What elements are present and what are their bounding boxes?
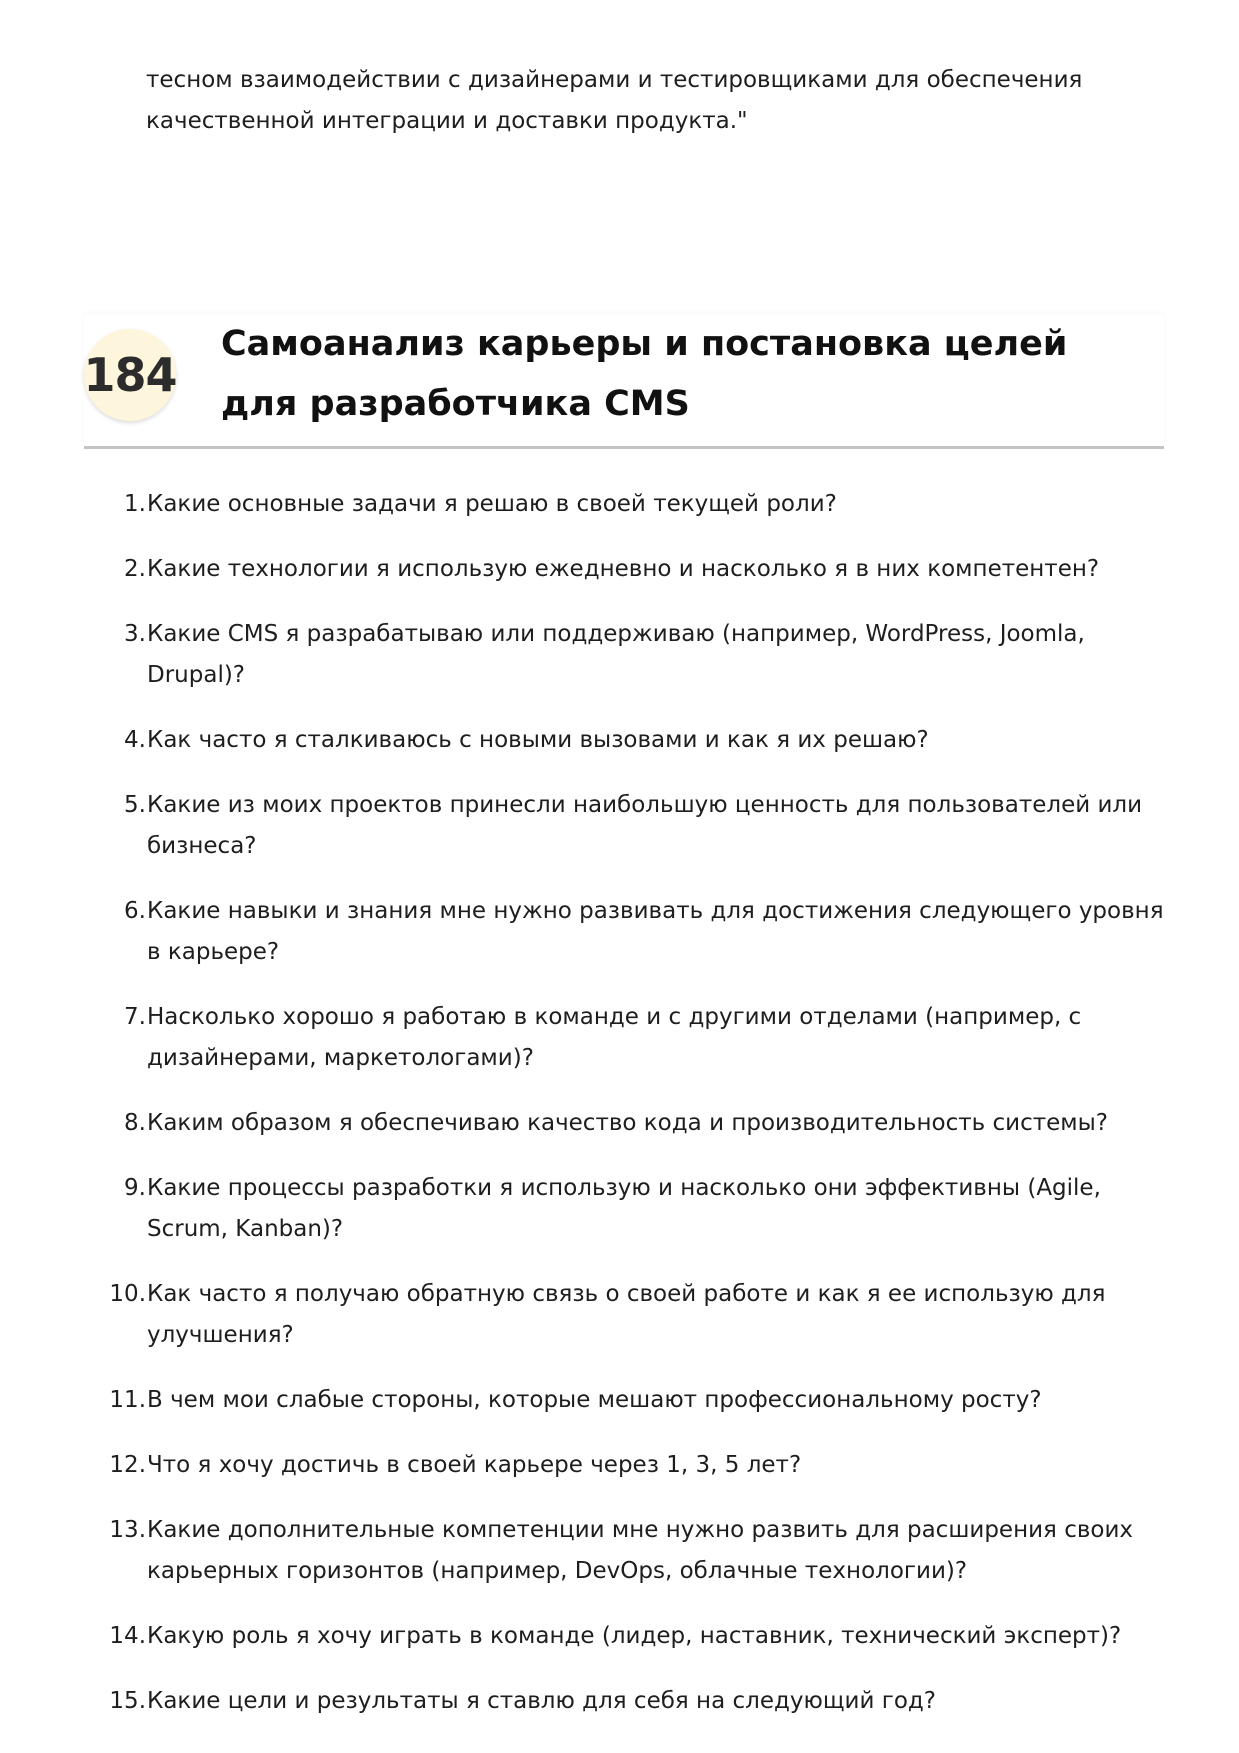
item-number: 1. bbox=[124, 491, 146, 517]
item-text: Какие CMS я разрабатываю или поддерживаю (например, WordPress, Joomla, Drupal)? bbox=[147, 621, 1085, 688]
item-number: 9. bbox=[124, 1175, 146, 1201]
list-item bbox=[88, 1445, 1164, 1486]
item-text: Как часто я сталкиваюсь с новыми вызовами и как я их решаю? bbox=[147, 727, 929, 753]
item-number: 7. bbox=[124, 1004, 146, 1030]
item-text: Насколько хорошо я работаю в команде и с другими отделами (например, с дизайнерами, маркетологами)? bbox=[147, 1004, 1082, 1071]
list-item bbox=[88, 484, 1164, 525]
list-item bbox=[88, 614, 1164, 696]
list-item bbox=[88, 997, 1164, 1079]
list-item bbox=[88, 891, 1164, 973]
item-number: 15. bbox=[109, 1688, 146, 1714]
intro-paragraph: тесном взаимодействии с дизайнерами и тестировщиками для обеспечения качественной интеграции и доставки продукта." bbox=[146, 67, 1083, 134]
item-text: Что я хочу достичь в своей карьере через 1, 3, 5 лет? bbox=[147, 1452, 802, 1478]
list-item bbox=[88, 549, 1164, 590]
item-text: Какие основные задачи я решаю в своей текущей роли? bbox=[147, 491, 837, 517]
item-number: 14. bbox=[109, 1623, 146, 1649]
section-title: Самоанализ карьеры и постановка целей для разработчика CMS bbox=[221, 324, 1068, 424]
item-text: Какую роль я хочу играть в команде (лидер, наставник, технический эксперт)? bbox=[147, 1623, 1122, 1649]
item-number: 4. bbox=[124, 727, 146, 753]
list-item bbox=[88, 1103, 1164, 1144]
item-text: Какие дополнительные компетенции мне нужно развить для расширения своих карьерных горизонтов (например, DevOps, облачные технологии)? bbox=[147, 1517, 1134, 1584]
list-item bbox=[88, 720, 1164, 761]
item-number: 8. bbox=[124, 1110, 146, 1136]
list-item bbox=[88, 1616, 1164, 1657]
list-item bbox=[88, 1681, 1164, 1722]
list-item bbox=[88, 1168, 1164, 1250]
item-number: 2. bbox=[124, 556, 146, 582]
list-item bbox=[88, 1274, 1164, 1356]
item-number: 10. bbox=[109, 1281, 146, 1307]
item-text: Какие технологии я использую ежедневно и насколько я в них компетентен? bbox=[147, 556, 1100, 582]
item-text: В чем мои слабые стороны, которые мешают профессиональному росту? bbox=[147, 1387, 1042, 1413]
item-text: Каким образом я обеспечиваю качество кода и производительность системы? bbox=[147, 1110, 1109, 1136]
item-text: Какие цели и результаты я ставлю для себя на следующий год? bbox=[147, 1688, 936, 1714]
section-number-badge: 184 bbox=[84, 329, 176, 421]
item-text: Какие навыки и знания мне нужно развивать для достижения следующего уровня в карьере? bbox=[147, 898, 1164, 965]
item-number: 6. bbox=[124, 898, 146, 924]
item-number: 11. bbox=[109, 1387, 146, 1413]
item-text: Какие процессы разработки я использую и насколько они эффективны (Agile, Scrum, Kanban)? bbox=[147, 1175, 1101, 1242]
list-item bbox=[88, 1380, 1164, 1421]
list-item bbox=[88, 1510, 1164, 1592]
item-number: 5. bbox=[124, 792, 146, 818]
section-header bbox=[84, 314, 1164, 449]
item-text: Какие из моих проектов принесли наибольшую ценность для пользователей или бизнеса? bbox=[147, 792, 1143, 859]
item-text: Как часто я получаю обратную связь о своей работе и как я ее использую для улучшения? bbox=[147, 1281, 1106, 1348]
question-list bbox=[88, 484, 1164, 1746]
item-number: 12. bbox=[109, 1452, 146, 1478]
item-number: 3. bbox=[124, 621, 146, 647]
list-item bbox=[88, 785, 1164, 867]
item-number: 13. bbox=[109, 1517, 146, 1543]
